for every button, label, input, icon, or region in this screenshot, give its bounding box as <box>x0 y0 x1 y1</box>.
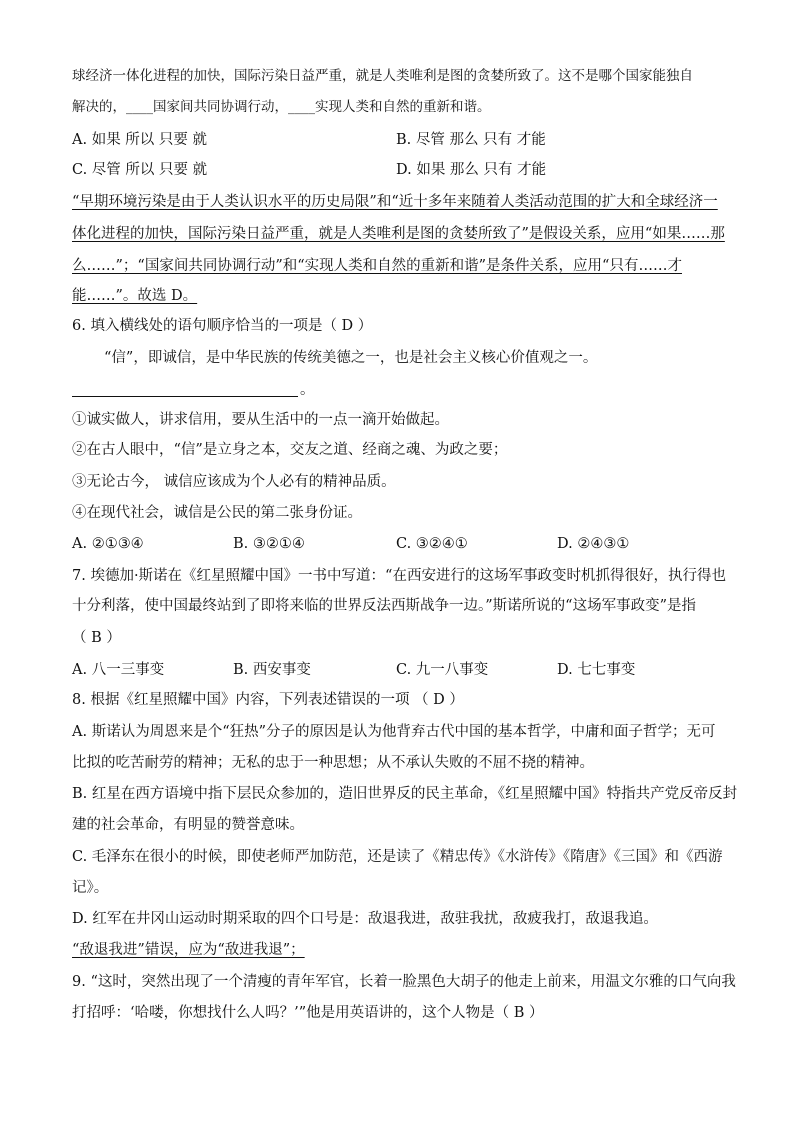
q8-option-b-line-1: B. 红星在西方语境中指下层民众参加的，造旧世界反的民主革命，《红星照耀中国》特指共产党反帝反封 <box>72 786 738 802</box>
q5-option-d: D. 如果 那么 只有 才能 <box>396 162 547 178</box>
q6-sentence-1: ①诚实做人，讲求信用，要从生活中的一点一滴开始做起。 <box>72 412 449 428</box>
q8-stem: 8. 根据《红星照耀中国》内容，下列表述错误的一项 （ D ） <box>72 692 464 708</box>
q5-stem-line-1: 球经济一体化进程的加快，国际污染日益严重，就是人类唯利是图的贪婪所致了。这不是哪个国家能独自 <box>72 68 693 84</box>
q6-answer-blank <box>72 396 298 397</box>
q8-option-d: D. 红军在井冈山运动时期采取的四个口号是：敌退我进，敌驻我扰，敌疲我打，敌退我追。 <box>72 911 658 927</box>
q6-option-a: A. ②①③④ <box>72 536 144 552</box>
q8-option-a-line-2: 比拟的吃苦耐劳的精神；无私的忠于一种思想；从不承认失败的不屈不挠的精神。 <box>72 755 594 771</box>
q7-answer: （ B ） <box>72 630 121 646</box>
q8-option-b-line-2: 建的社会革命，有明显的赞誉意味。 <box>72 817 304 833</box>
q9-stem-line-2: 打招呼：‘哈喽，你想找什么人吗？’”他是用英语讲的，这个人物是（ B ） <box>72 1005 544 1021</box>
q5-analysis-line-4: 能……”。故选 D。 <box>72 288 198 304</box>
q5-analysis-line-2: 体化进程的加快，国际污染日益严重，就是人类唯利是图的贪婪所致了”是假设关系，应用“如果……那 <box>72 226 725 242</box>
q7-option-c: C. 九一八事变 <box>396 662 489 678</box>
q7-option-d: D. 七七事变 <box>557 662 636 678</box>
q6-option-b: B. ③②①④ <box>233 536 305 552</box>
q7-stem-line-2: 十分利落，使中国最终站到了即将来临的世界反法西斯战争一边。”斯诺所说的“这场军事政变”是指 <box>72 598 696 614</box>
q5-stem-line-2: 解决的，____国家间共同协调行动，____实现人类和自然的重新和谐。 <box>72 99 491 115</box>
q7-stem-line-1: 7. 埃德加·斯诺在《红星照耀中国》一书中写道：“在西安进行的这场军事政变时机抓得很好，执行得也 <box>72 568 726 584</box>
q6-passage: “信”，即诚信，是中华民族的传统美德之一，也是社会主义核心价值观之一。 <box>104 350 598 366</box>
q8-option-c-line-2: 记》。 <box>72 880 109 896</box>
q6-sentence-4: ④在现代社会，诚信是公民的第二张身份证。 <box>72 505 362 521</box>
q7-option-a: A. 八一三事变 <box>72 662 165 678</box>
q5-analysis-line-1: “早期环境污染是由于人类认识水平的历史局限”和“近十多年来随着人类活动范围的扩大和全球经济一 <box>72 194 718 210</box>
q5-analysis-line-3: 么……”；“国家间共同协调行动”和“实现人类和自然的重新和谐”是条件关系，应用“只有……才 <box>72 258 682 274</box>
q8-analysis: “敌退我进”错误，应为“敌进我退”； <box>72 942 305 958</box>
q8-option-a-line-1: A. 斯诺认为周恩来是个“狂热”分子的原因是认为他背弃古代中国的基本哲学，中庸和面子哲学；无可 <box>72 724 716 740</box>
q6-sentence-2: ②在古人眼中，“信”是立身之本，交友之道、经商之魂、为政之要； <box>72 442 508 458</box>
q9-stem-line-1: 9. “这时，突然出现了一个清瘦的青年军官，长着一脸黑色大胡子的他走上前来，用温文尔雅的口气向我 <box>72 974 736 990</box>
q6-stem: 6. 填入横线处的语句顺序恰当的一项是（ D ） <box>72 318 373 334</box>
q5-option-c: C. 尽管 所以 只要 就 <box>72 162 208 178</box>
q6-option-d: D. ②④③① <box>557 536 630 552</box>
q6-blank-end: 。 <box>300 382 315 398</box>
q8-option-c-line-1: C. 毛泽东在很小的时候，即使老师严加防范，还是读了《精忠传》《水浒传》《隋唐》《三国》和《西游 <box>72 849 723 865</box>
q5-option-b: B. 尽管 那么 只有 才能 <box>396 132 546 148</box>
q6-sentence-3: ③无论古今， 诚信应该成为个人必有的精神品质。 <box>72 474 396 490</box>
q7-option-b: B. 西安事变 <box>233 662 311 678</box>
q6-option-c: C. ③②④① <box>396 536 468 552</box>
q5-option-a: A. 如果 所以 只要 就 <box>72 132 208 148</box>
